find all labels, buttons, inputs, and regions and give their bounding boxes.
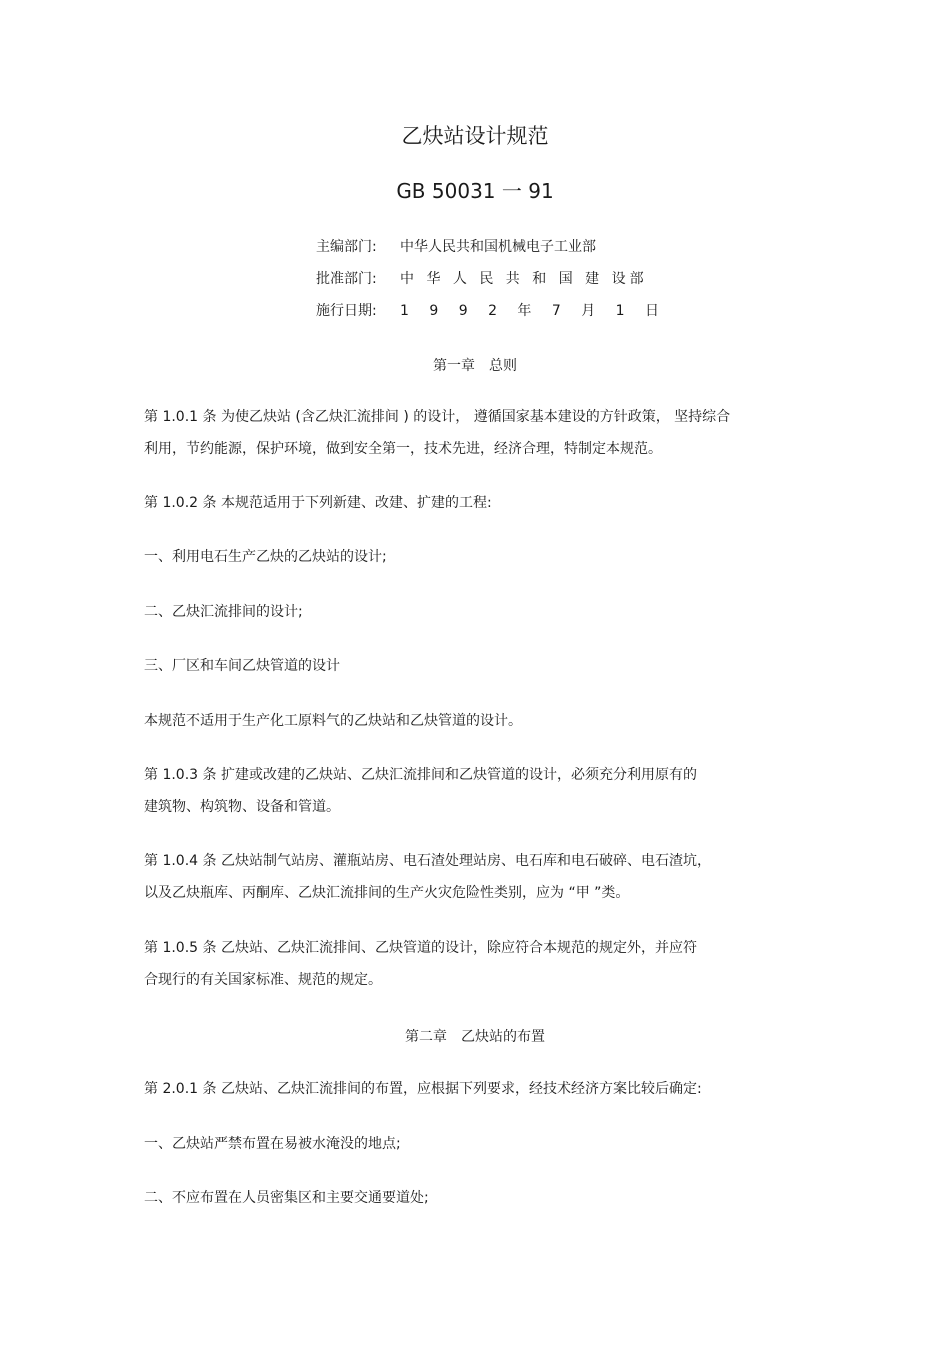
paragraph-line: 本规范不适用于生产化工原料气的乙炔站和乙炔管道的设计。 bbox=[144, 713, 522, 729]
meta-value: 1 9 9 2 年 7 月 1 日 bbox=[400, 303, 668, 319]
paragraph-line: 建筑物、构筑物、设备和管道。 bbox=[144, 799, 340, 815]
meta-effective-date bbox=[316, 300, 667, 320]
standard-code: GB 50031 一 91 bbox=[396, 179, 554, 203]
meta-label: 批准部门: bbox=[316, 271, 377, 287]
clause-paragraph bbox=[144, 1073, 702, 1105]
paragraph-line: 三、厂区和车间乙炔管道的设计 bbox=[144, 658, 340, 674]
paragraph-line: 第 1.0.4 条 乙炔站制气站房、灌瓶站房、电石渣处理站房、电石库和电石破碎、电石渣坑， bbox=[144, 853, 711, 869]
meta-value: 中华人民共和国机械电子工业部 bbox=[400, 239, 596, 255]
clause-paragraph bbox=[144, 759, 697, 823]
list-item bbox=[144, 596, 303, 628]
paragraph-line: 二、乙炔汇流排间的设计; bbox=[144, 604, 303, 620]
chapter-heading: 第二章 乙炔站的布置 bbox=[405, 1029, 545, 1045]
meta-editor bbox=[316, 236, 596, 256]
clause-paragraph bbox=[144, 705, 522, 737]
paragraph-line: 以及乙炔瓶库、丙酮库、乙炔汇流排间的生产火灾危险性类别，应为 “甲 ”类。 bbox=[144, 885, 630, 901]
clause-paragraph bbox=[144, 401, 730, 465]
list-item bbox=[144, 541, 387, 573]
paragraph-line: 一、利用电石生产乙炔的乙炔站的设计; bbox=[144, 549, 387, 565]
list-item bbox=[144, 1182, 429, 1214]
clause-paragraph bbox=[144, 487, 492, 519]
paragraph-line: 一、乙炔站严禁布置在易被水淹没的地点; bbox=[144, 1136, 401, 1152]
paragraph-line: 第 1.0.5 条 乙炔站、乙炔汇流排间、乙炔管道的设计，除应符合本规范的规定外，并应符 bbox=[144, 940, 697, 956]
meta-label: 施行日期: bbox=[316, 303, 377, 319]
clause-paragraph bbox=[144, 932, 697, 996]
paragraph-line: 第 1.0.2 条 本规范适用于下列新建、改建、扩建的工程: bbox=[144, 495, 492, 511]
paragraph-line: 第 1.0.1 条 为使乙炔站 (含乙炔汇流排间 ) 的设计， 遵循国家基本建设的方针政策， 坚持综合 bbox=[144, 409, 731, 425]
paragraph-line: 第 1.0.3 条 扩建或改建的乙炔站、乙炔汇流排间和乙炔管道的设计，必须充分利用原有的 bbox=[144, 767, 697, 783]
meta-approver bbox=[316, 268, 648, 288]
paragraph-line: 利用，节约能源，保护环境，做到安全第一，技术先进，经济合理，特制定本规范。 bbox=[144, 441, 662, 457]
clause-paragraph bbox=[144, 845, 711, 909]
list-item bbox=[144, 1128, 401, 1160]
meta-label: 主编部门: bbox=[316, 239, 377, 255]
chapter-heading: 第一章 总则 bbox=[433, 358, 517, 374]
paragraph-line: 二、不应布置在人员密集区和主要交通要道处; bbox=[144, 1190, 429, 1206]
paragraph-line: 合现行的有关国家标准、规范的规定。 bbox=[144, 972, 382, 988]
document-title: 乙炔站设计规范 bbox=[401, 124, 549, 148]
paragraph-line: 第 2.0.1 条 乙炔站、乙炔汇流排间的布置，应根据下列要求，经技术经济方案比较后确定: bbox=[144, 1081, 702, 1097]
meta-value: 中 华 人 民 共 和 国 建 设部 bbox=[400, 271, 648, 287]
list-item bbox=[144, 650, 340, 682]
